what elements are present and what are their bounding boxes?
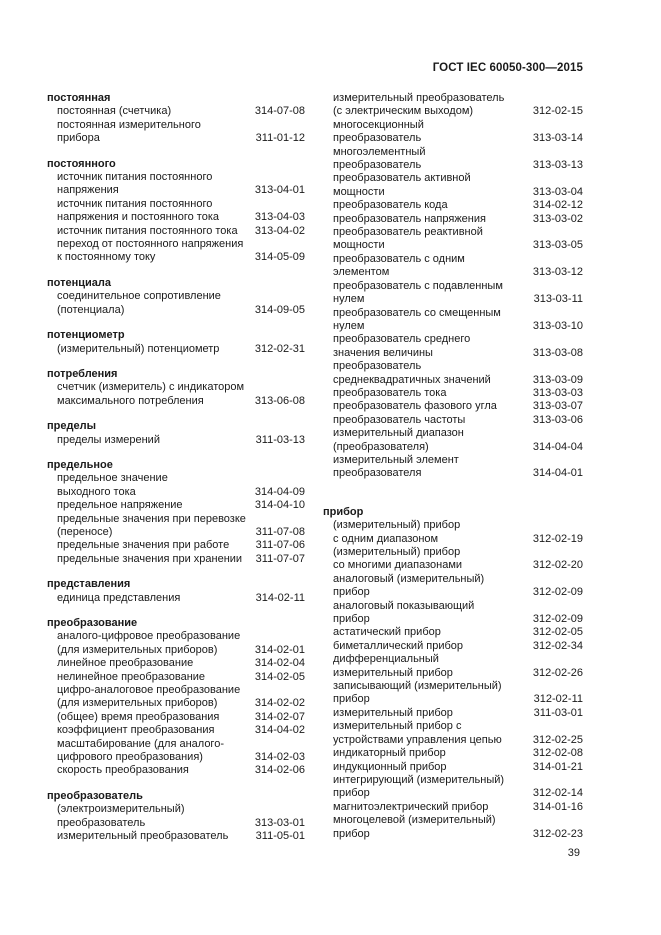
entry-term	[323, 400, 497, 413]
index-entry	[323, 546, 583, 573]
term-line: (для измерительных приборов)	[57, 643, 218, 656]
entry-term	[323, 454, 459, 481]
term-line: преобразователя	[333, 467, 422, 480]
term-line: преобразователь	[57, 816, 146, 829]
term-line: прибор	[333, 693, 370, 706]
index-entry	[47, 499, 305, 512]
entry-term	[323, 253, 465, 280]
entry-code: 313-03-01	[254, 816, 305, 829]
index-entry	[323, 172, 583, 199]
index-entry	[323, 414, 583, 427]
term-line: измерительный прибор	[333, 666, 453, 679]
entry-term	[47, 105, 171, 118]
entry-code: 314-07-08	[254, 105, 305, 118]
entry-term	[47, 198, 219, 225]
term-line: магнитоэлектрический прибор	[333, 800, 489, 813]
index-entry	[323, 640, 583, 653]
term-line: (потенциала)	[57, 303, 125, 316]
index-entry	[47, 198, 305, 225]
entry-term	[323, 720, 502, 747]
entry-term	[47, 711, 219, 724]
entry-term	[323, 146, 425, 173]
term-line: измерительный элемент	[333, 453, 459, 466]
index-entry	[323, 400, 583, 413]
entry-term	[47, 803, 185, 830]
entry-term	[323, 653, 453, 680]
entry-term	[323, 360, 491, 387]
entry-code: 313-03-09	[532, 373, 583, 386]
index-entry	[323, 280, 583, 307]
entry-term	[323, 119, 424, 146]
index-entry	[323, 600, 583, 627]
index-entry	[47, 539, 305, 552]
term-line: мощности	[333, 239, 385, 252]
entry-code: 314-02-04	[254, 657, 305, 670]
term-line: переход от постоянного напряжения	[57, 238, 244, 251]
term-line: нелинейное преобразование	[57, 670, 206, 683]
entry-code: 314-04-01	[532, 467, 583, 480]
term-line: измерительный преобразователь	[333, 92, 505, 104]
entry-term	[47, 830, 228, 843]
index-entry	[47, 472, 305, 499]
entry-code: 313-06-08	[254, 394, 305, 407]
term-line: нулем	[333, 319, 365, 332]
entry-code: 313-04-02	[254, 224, 305, 237]
term-line: многоэлементный	[333, 145, 426, 158]
term-line: записывающий (измерительный)	[333, 680, 502, 693]
entry-code: 312-02-09	[532, 613, 583, 626]
term-line: предельное значение	[57, 472, 168, 485]
entry-code: 313-03-02	[532, 212, 583, 225]
term-line: преобразователь реактивной	[333, 226, 483, 239]
entry-code: 312-02-31	[254, 342, 305, 355]
term-line: предельные значения при работе	[57, 539, 230, 552]
term-line: постоянная (счетчика)	[57, 105, 172, 118]
index-entry	[323, 119, 583, 146]
term-line: измерительный прибор с	[333, 720, 462, 733]
index-entry	[47, 764, 305, 777]
entry-code: 314-02-01	[254, 643, 305, 656]
index-entry	[47, 684, 305, 711]
index-entry	[47, 724, 305, 737]
entry-term	[47, 238, 243, 265]
index-group	[47, 158, 305, 265]
term-line: измерительный диапазон	[333, 427, 464, 440]
index-entry	[323, 253, 583, 280]
entry-code: 313-03-06	[532, 413, 583, 426]
entry-term	[323, 774, 504, 801]
entry-term	[47, 671, 205, 684]
index-entry	[323, 761, 583, 774]
entry-term	[323, 199, 448, 212]
term-line: выходного тока	[57, 485, 136, 498]
term-line: (электроизмерительный)	[57, 803, 185, 816]
entry-code: 313-04-01	[254, 184, 305, 197]
term-line: преобразователь фазового угла	[333, 400, 497, 413]
term-line: (с электрическим выходом)	[333, 105, 474, 118]
entry-code: 311-01-12	[255, 132, 305, 145]
term-line: измерительный прибор	[333, 706, 453, 719]
entry-code: 314-02-03	[254, 751, 305, 764]
entry-code: 312-02-15	[532, 105, 583, 118]
index-entry	[323, 814, 583, 841]
index-entry	[47, 290, 305, 317]
index-column-left	[47, 92, 305, 856]
index-column-right	[323, 92, 583, 866]
entry-term	[323, 92, 504, 119]
term-line: постоянная измерительного	[57, 118, 201, 131]
entry-term	[323, 280, 503, 307]
term-line: предельные значения при хранении	[57, 552, 243, 565]
term-line: индикаторный прибор	[333, 747, 446, 760]
entry-term	[47, 738, 224, 765]
entry-code: 314-02-02	[254, 697, 305, 710]
term-line: преобразователь со смещенным	[333, 306, 501, 319]
index-entry	[323, 626, 583, 639]
entry-code: 312-02-08	[532, 747, 583, 760]
index-entry	[323, 707, 583, 720]
term-line: мощности	[333, 185, 385, 198]
index-heading: потенциала	[47, 276, 111, 289]
entry-code: 311-05-01	[255, 830, 305, 843]
term-line: напряжения	[57, 184, 119, 197]
index-entry	[47, 238, 305, 265]
term-line: преобразователь	[333, 360, 422, 373]
index-entry	[323, 454, 583, 481]
term-line: (для измерительных приборов)	[57, 697, 218, 710]
index-group	[47, 92, 305, 146]
index-group	[47, 790, 305, 844]
entry-term	[47, 434, 160, 447]
entry-code: 314-04-02	[254, 724, 305, 737]
standard-designation: ГОСТ IEC 60050-300—2015	[432, 62, 583, 74]
index-entry	[47, 592, 305, 605]
term-line: максимального потребления	[57, 394, 204, 407]
entry-term	[323, 427, 464, 454]
entry-term	[323, 707, 453, 720]
index-group	[47, 617, 305, 778]
entry-code: 312-02-20	[532, 559, 583, 572]
term-line: преобразователь тока	[333, 386, 447, 399]
index-heading: потребления	[47, 367, 118, 380]
entry-code: 313-03-03	[532, 386, 583, 399]
index-group	[47, 420, 305, 447]
entry-term	[323, 626, 441, 639]
term-line: цифро-аналоговое преобразование	[57, 684, 241, 697]
term-line: источник питания постоянного тока	[57, 224, 238, 237]
entry-term	[323, 414, 465, 427]
entry-code: 314-02-11	[255, 591, 305, 604]
index-group	[47, 459, 305, 566]
term-line: аналого-цифровое преобразование	[57, 630, 241, 643]
entry-term	[323, 172, 471, 199]
entry-term	[323, 213, 486, 226]
term-line: прибор	[333, 586, 370, 599]
index-heading: предельное	[47, 458, 113, 471]
term-line: индукционный прибор	[333, 760, 447, 773]
entry-term	[47, 724, 214, 737]
index-heading: постоянная	[47, 92, 111, 104]
entry-code: 312-02-11	[533, 693, 583, 706]
entry-code: 314-05-09	[254, 251, 305, 264]
index-heading: преобразователь	[47, 789, 143, 802]
entry-code: 312-02-25	[532, 733, 583, 746]
index-entry	[323, 653, 583, 680]
index-entry	[47, 803, 305, 830]
index-entry	[323, 387, 583, 400]
index-entry	[323, 333, 583, 360]
index-entry	[323, 92, 583, 119]
entry-code: 312-02-14	[532, 787, 583, 800]
entry-term	[323, 387, 446, 400]
entry-code: 314-01-16	[532, 800, 583, 813]
entry-term	[323, 761, 447, 774]
entry-term	[47, 592, 180, 605]
entry-code: 312-02-05	[532, 626, 583, 639]
term-line: многоцелевой (измерительный)	[333, 814, 496, 827]
index-entry	[323, 774, 583, 801]
index-entry	[47, 119, 305, 146]
entry-code: 313-03-13	[532, 159, 583, 172]
index-entry	[323, 199, 583, 212]
term-line: (измерительный) потенциометр	[57, 342, 220, 355]
term-line: дифференциальный	[333, 653, 439, 666]
entry-code: 311-03-01	[533, 706, 583, 719]
term-line: единица представления	[57, 591, 181, 604]
entry-term	[47, 343, 219, 356]
entry-code: 313-03-05	[532, 239, 583, 252]
term-line: измерительный преобразователь	[57, 830, 229, 843]
term-line: (преобразователя)	[333, 440, 429, 453]
index-entry	[47, 225, 305, 238]
index-entry	[323, 519, 583, 546]
index-entry	[47, 105, 305, 118]
entry-code: 311-07-08	[255, 525, 305, 538]
term-line: источник питания постоянного	[57, 197, 213, 210]
index-entry	[323, 307, 583, 334]
entry-term	[47, 513, 246, 540]
entry-term	[47, 499, 183, 512]
entry-term	[323, 573, 484, 600]
index-entry	[47, 630, 305, 657]
term-line: прибора	[57, 132, 100, 145]
term-line: (общее) время преобразования	[57, 710, 220, 723]
entry-code: 314-04-10	[254, 499, 305, 512]
entry-code: 311-07-06	[255, 539, 305, 552]
term-line: преобразователь с одним	[333, 252, 465, 265]
entry-code: 314-01-21	[532, 760, 583, 773]
term-line: среднеквадратичных значений	[333, 373, 491, 386]
entry-term	[323, 519, 460, 546]
entry-code: 311-03-13	[255, 433, 305, 446]
entry-term	[47, 119, 201, 146]
entry-term	[47, 539, 229, 552]
index-heading: прибор	[323, 505, 364, 518]
index-entry	[47, 343, 305, 356]
entry-term	[47, 553, 242, 566]
index-entry	[47, 171, 305, 198]
index-heading: представления	[47, 578, 131, 591]
entry-code: 313-03-12	[532, 266, 583, 279]
index-entry	[323, 720, 583, 747]
entry-code: 313-03-10	[532, 319, 583, 332]
entry-term	[47, 225, 238, 238]
entry-term	[323, 546, 462, 573]
term-line: соединительное сопротивление	[57, 290, 221, 303]
index-entry	[323, 146, 583, 173]
term-line: (измерительный) прибор	[333, 546, 461, 558]
entry-term	[47, 290, 221, 317]
term-line: (измерительный) прибор	[333, 519, 461, 532]
entry-term	[323, 640, 463, 653]
entry-code: 314-02-12	[532, 199, 583, 212]
term-line: (переносе)	[57, 525, 113, 538]
term-line: нулем	[333, 293, 365, 306]
entry-term	[323, 333, 470, 360]
term-line: напряжения и постоянного тока	[57, 211, 219, 224]
entry-code: 312-02-09	[532, 586, 583, 599]
term-line: к постоянному току	[57, 251, 156, 264]
entry-term	[47, 630, 240, 657]
term-line: элементом	[333, 266, 390, 279]
entry-code: 314-02-05	[254, 670, 305, 683]
entry-code: 312-02-34	[532, 639, 583, 652]
entry-term	[47, 381, 244, 408]
entry-term	[47, 657, 193, 670]
entry-term	[323, 307, 501, 334]
entry-code: 311-07-07	[255, 552, 305, 565]
term-line: преобразователь напряжения	[333, 212, 486, 225]
index-heading: потенциометр	[47, 329, 125, 342]
term-line: астатический прибор	[333, 626, 441, 639]
index-group	[323, 92, 583, 481]
term-line: интегрирующий (измерительный)	[333, 773, 505, 786]
term-line: значения величины	[333, 346, 433, 359]
index-heading: преобразование	[47, 617, 138, 629]
term-line: преобразователь кода	[333, 199, 448, 212]
entry-code: 312-02-26	[532, 666, 583, 679]
entry-code: 314-04-09	[254, 485, 305, 498]
index-group	[47, 329, 305, 356]
term-line: скорость преобразования	[57, 764, 189, 777]
term-line: преобразователь	[333, 132, 422, 145]
entry-code: 313-03-07	[532, 400, 583, 413]
term-line: преобразователь с подавленным	[333, 279, 503, 292]
term-line: пределы измерений	[57, 433, 160, 446]
index-group	[47, 368, 305, 408]
entry-code: 313-03-04	[532, 185, 583, 198]
index-group	[323, 506, 583, 841]
index-entry	[47, 513, 305, 540]
page-number: 39	[567, 847, 580, 859]
index-heading: пределы	[47, 420, 96, 433]
entry-term	[323, 801, 488, 814]
term-line: аналоговый (измерительный)	[333, 572, 485, 585]
index-group	[47, 578, 305, 605]
entry-term	[323, 747, 446, 760]
entry-code: 314-02-07	[254, 710, 305, 723]
entry-code: 314-09-05	[254, 303, 305, 316]
entry-term	[323, 600, 474, 627]
term-line: преобразователь частоты	[333, 413, 466, 426]
term-line: коэффициент преобразования	[57, 724, 215, 737]
term-line: биметаллический прибор	[333, 639, 464, 652]
entry-code: 313-03-14	[532, 132, 583, 145]
entry-term	[323, 226, 483, 253]
term-line: аналоговый показывающий	[333, 599, 475, 612]
term-line: предельное напряжение	[57, 499, 183, 512]
entry-term	[47, 764, 189, 777]
index-group	[47, 277, 305, 317]
entry-code: 314-04-04	[532, 440, 583, 453]
term-line: преобразователь среднего	[333, 333, 471, 346]
entry-term	[323, 680, 502, 707]
index-entry	[323, 360, 583, 387]
term-line: цифрового преобразования)	[57, 751, 203, 764]
index-entry	[323, 573, 583, 600]
index-entry	[47, 738, 305, 765]
index-entry	[47, 830, 305, 843]
index-entry	[47, 657, 305, 670]
index-heading: постоянного	[47, 157, 116, 170]
term-line: с одним диапазоном	[333, 532, 439, 545]
index-entry	[47, 671, 305, 684]
term-line: прибор	[333, 613, 370, 626]
term-line: преобразователь	[333, 159, 422, 172]
index-entry	[47, 434, 305, 447]
term-line: источник питания постоянного	[57, 171, 213, 184]
index-entry	[323, 226, 583, 253]
index-entry	[323, 213, 583, 226]
term-line: предельные значения при перевозке	[57, 512, 246, 525]
term-line: прибор	[333, 827, 370, 840]
index-entry	[323, 747, 583, 760]
term-line: преобразователь активной	[333, 172, 471, 185]
index-entry	[323, 801, 583, 814]
entry-code: 313-03-11	[533, 293, 583, 306]
index-entry	[323, 427, 583, 454]
term-line: со многими диапазонами	[333, 559, 463, 572]
entry-code: 314-02-06	[254, 764, 305, 777]
entry-code: 312-02-23	[532, 827, 583, 840]
entry-term	[47, 684, 240, 711]
entry-code: 313-04-03	[254, 211, 305, 224]
term-line: прибор	[333, 787, 370, 800]
entry-term	[47, 171, 212, 198]
term-line: устройствами управления цепью	[333, 733, 502, 746]
entry-code: 312-02-19	[532, 532, 583, 545]
index-entry	[323, 680, 583, 707]
entry-term	[323, 814, 496, 841]
term-line: счетчик (измеритель) с индикатором	[57, 381, 245, 394]
index-entry	[47, 711, 305, 724]
term-line: многосекционный	[333, 118, 424, 131]
index-entry	[47, 381, 305, 408]
entry-code: 313-03-08	[532, 346, 583, 359]
term-line: линейное преобразование	[57, 657, 194, 670]
index-entry	[47, 553, 305, 566]
entry-term	[47, 472, 168, 499]
term-line: масштабирование (для аналого-	[57, 737, 224, 750]
